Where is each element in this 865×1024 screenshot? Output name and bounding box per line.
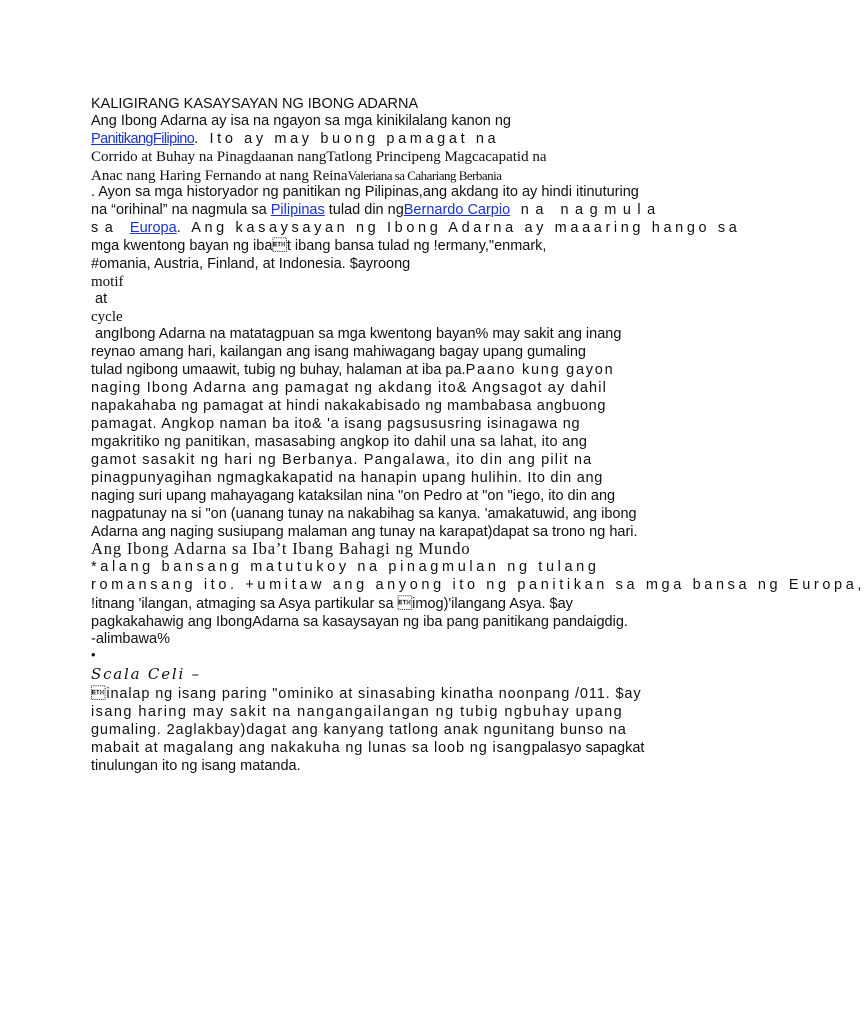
paragraph-text: na nagmula bbox=[510, 202, 662, 218]
link-pilipinas[interactable]: Pilipinas bbox=[270, 202, 325, 218]
paragraph-text: . Ang kasaysayan ng Ibong Adarna ay maaaring hango sa bbox=[176, 220, 741, 236]
paragraph-text: Paano kung gayon bbox=[465, 362, 615, 378]
paragraph-line: mga kwentong bayan ng ibat ibang bansa tulad ng !ermany,"enmark, bbox=[91, 238, 547, 254]
paragraph-text: na “orihinal” na nagmula sa bbox=[91, 202, 271, 218]
paragraph-text: palasyo sapagkat bbox=[531, 740, 645, 756]
paragraph-line: nagpatunay na si "on (uanang tunay na nakabihag sa kanya. 'amakatuwid, ang ibong bbox=[91, 506, 637, 522]
paragraph-line: Adarna ang naging susiupang malaman ang tunay na karapat)dapat sa trono ng hari. bbox=[91, 524, 638, 540]
paragraph-line: . Ayon sa mga historyador ng panitikan ng Pilipinas,ang akdang ito ay hindi itinuturing bbox=[91, 184, 639, 200]
paragraph-line bbox=[91, 201, 662, 219]
paragraph-line: pamagat. Angkop naman ba ito& 'a isang pagsususring isinagawa ng bbox=[91, 416, 581, 432]
link-bernardo-carpio[interactable]: Bernardo Carpio bbox=[403, 202, 511, 218]
paragraph-line: angIbong Adarna na matatagpuan sa mga kwentong bayan% may sakit ang inang bbox=[95, 326, 622, 342]
link-panitikang-filipino[interactable]: PanitikangFilipino bbox=[91, 131, 195, 147]
link-europa[interactable]: Europa bbox=[129, 220, 177, 236]
paragraph-line bbox=[91, 739, 644, 757]
paragraph-line: Ang Ibong Adarna ay isa na ngayon sa mga kinikilalang kanon ng bbox=[91, 113, 511, 129]
paragraph-line: *alang bansang matutukoy na pinagmulan ng tulang bbox=[91, 559, 600, 575]
paragraph-line bbox=[91, 576, 865, 594]
paragraph-line: naging Ibong Adarna ang pamagat ng akdang ito& Angsagot ay dahil bbox=[91, 380, 608, 396]
paragraph-line: pinagpunyagihan ngmagkakapatid na hanapin upang hulihin. Ito din ang bbox=[91, 470, 604, 486]
paragraph-line bbox=[91, 219, 740, 237]
paragraph-text: . Ito ay may buong pamagat na bbox=[194, 131, 500, 147]
paragraph-text: Valeriana sa Cahariang Berbania bbox=[347, 168, 502, 183]
paragraph-line: gumaling. 2aglakbay)dagat ang kanyang tatlong anak ngunitang bunso na bbox=[91, 722, 627, 738]
paragraph-line: tinulungan ito ng isang matanda. bbox=[91, 758, 301, 774]
paragraph-text: sa bbox=[91, 220, 130, 236]
paragraph-line: !itnang 'ilangan, atmaging sa Asya partikular sa imog)'ilangang Asya. $ay bbox=[91, 596, 573, 612]
paragraph-line: #omania, Austria, Finland, at Indonesia. $ayroong bbox=[91, 256, 411, 272]
paragraph-line bbox=[91, 361, 614, 379]
paragraph-line: reynao amang hari, kailangan ang isang mahiwagang bagay upang gumaling bbox=[91, 344, 586, 360]
paragraph-line: at bbox=[95, 291, 108, 307]
paragraph-line: inalap ng isang paring "ominiko at sinasabing kinatha noonpang /011. $ay bbox=[91, 686, 642, 702]
subsection-heading: Scala Celi – bbox=[91, 665, 201, 683]
paragraph-text: Anac nang Haring Fernando at nang Reina bbox=[91, 168, 348, 184]
paragraph-line: motif bbox=[91, 274, 124, 290]
paragraph-line: napakahaba ng pamagat at hindi nakakabisado ng mambabasa angbuong bbox=[91, 398, 606, 414]
bullet-marker: • bbox=[91, 647, 96, 662]
paragraph-text: tulad ngibong umaawit, tubig ng buhay, halaman at iba pa. bbox=[91, 362, 466, 378]
paragraph-line: naging suri upang mahayagang kataksilan nina "on Pedro at "on "iego, ito din ang bbox=[91, 488, 616, 504]
paragraph-line: Corrido at Buhay na Pinagdaanan nangTatlong Principeng Magcacapatid na bbox=[91, 149, 547, 165]
paragraph-line: isang haring may sakit na nangangailangan ng tubig ngbuhay upang bbox=[91, 704, 624, 720]
paragraph-line: pagkakahawig ang IbongAdarna sa kasaysayan ng iba pang panitikang pandaigdig. bbox=[91, 614, 628, 630]
paragraph-line bbox=[91, 130, 499, 148]
section-heading: Ang Ibong Adarna sa Iba’t Ibang Bahagi ng Mundo bbox=[91, 539, 471, 558]
document-title: KALIGIRANG KASAYSAYAN NG IBONG ADARNA bbox=[91, 96, 419, 112]
paragraph-text: tulad din ng bbox=[324, 202, 404, 218]
paragraph-text: mabait at magalang ang nakakuha ng lunas sa loob ng isang bbox=[91, 740, 532, 756]
paragraph-text: romansang ito. +umitaw ang anyong ito ng panitikan sa mga bansa ng Europa, bbox=[91, 577, 865, 593]
paragraph-line: -alimbawa% bbox=[91, 631, 170, 647]
paragraph-line: cycle bbox=[91, 309, 123, 325]
paragraph-line: gamot sasakit ng hari ng Berbanya. Pangalawa, ito din ang pilit na bbox=[91, 452, 593, 468]
paragraph-line: mgakritiko ng panitikan, masasabing angkop ito dahil una sa lahat, ito ang bbox=[91, 434, 588, 450]
